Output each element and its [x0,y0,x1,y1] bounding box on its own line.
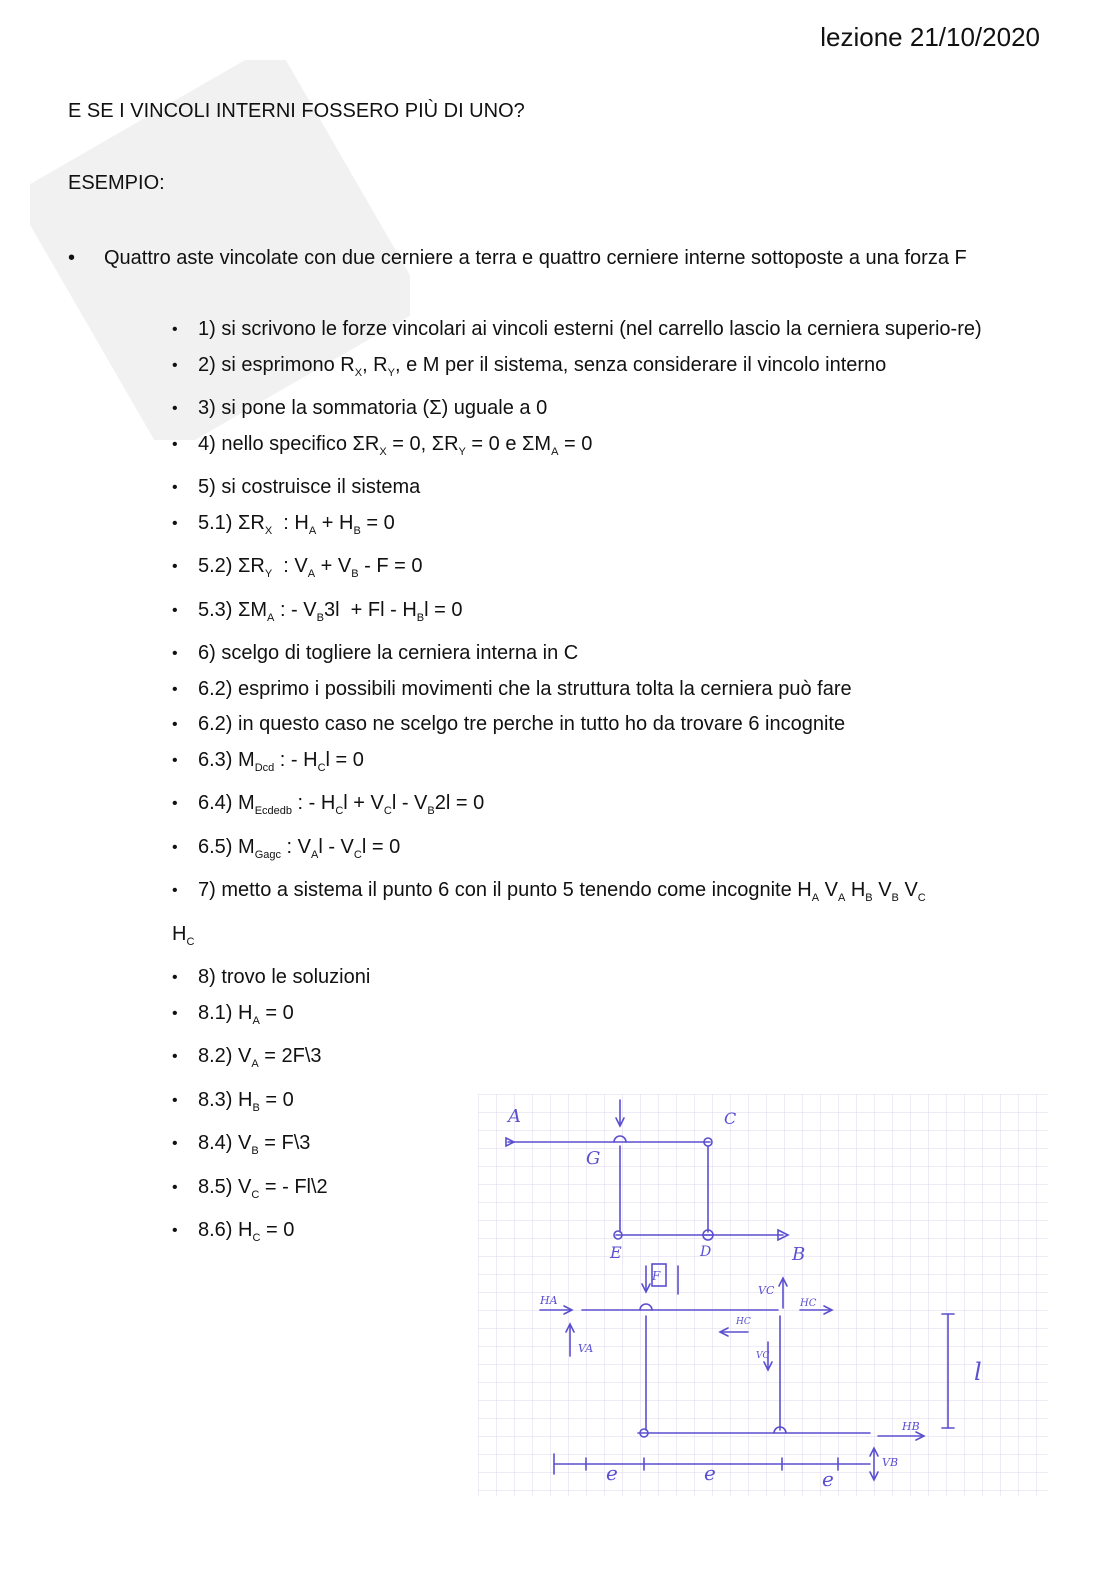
svg-text:C: C [724,1109,737,1128]
svg-text:HC: HC [800,1298,817,1309]
svg-text:e: e [822,1467,834,1491]
step-8-1: • 8.1) $H_A = 0$ [172,996,1052,1040]
svg-text:G: G [586,1148,601,1169]
svg-text:E: E [610,1243,622,1262]
bullet-dot: • [68,247,76,269]
step-5-1: • 5.1) $\Sigma R_X$ : $H_A + H_B = 0$ [172,506,1052,550]
svg-text:VB: VB [882,1456,899,1469]
step-8-4: • 8.4) $V_B$ = F\3 [172,1126,1052,1170]
svg-text:l: l [974,1358,982,1386]
step-3: • 3) si pone la sommatoria (Σ) uguale a 0 [172,391,1052,427]
main-bullet [68,240,1048,276]
svg-text:e: e [606,1461,618,1485]
svg-text:A: A [508,1106,521,1127]
step-6-2b: • 6.2) in questo caso ne scelgo tre perche in tutto ho da trovare 6 incognite [172,707,1052,743]
step-1: • 1) si scrivono le forze vincolari ai vincoli esterni (nel carrello lascio la cerniera superio-re) [172,312,1052,348]
main-bullet-text: Quattro aste vincolate con due cerniere a terra e quattro cerniere interne sottoposte a una forza F [104,247,967,269]
step-7: • 7) metto a sistema il punto 6 con il punto 5 tenendo come incognite $H_A$ $V_A$ $H_B$ $V_B$ $V_C$ [172,873,1052,917]
step-6-4: • 6.4) $M_{Ecdedb}$ : - $H_Cl + V_Cl - V_B2l = 0$ [172,786,1052,830]
step-6: • 6) scelgo di togliere la cerniera interna in C [172,636,1052,672]
step-5-3: • 5.3) $\Sigma M_A$ : - $V_B3l + Fl - H_Bl = 0$ [172,593,1052,637]
step-8-5: • 8.5) $V_C$ = - Fl\2 [172,1170,1052,1214]
svg-text:HB: HB [902,1420,920,1433]
step-8-6: • 8.6) $H_C = 0$ [172,1213,1052,1257]
example-label: ESEMPIO: [68,172,165,194]
lecture-date: lezione 21/10/2020 [820,22,1040,52]
svg-text:HC: HC [736,1317,751,1327]
step-8: • 8) trovo le soluzioni [172,960,1052,996]
step-6-3: • 6.3) $M_{Dcd}$ : - $H_Cl = 0$ [172,743,1052,787]
step-5: • 5) si costruisce il sistema [172,470,1052,506]
svg-text:VA: VA [578,1342,594,1355]
step-2: • 2) si esprimono $R_X$, $R_Y$, e M per il sistema, senza considerare il vincolo interno [172,348,1052,392]
svg-text:D: D [700,1244,712,1260]
step-8-3: • 8.3) $H_B = 0$ [172,1083,1052,1127]
svg-text:e: e [704,1461,716,1485]
step-6-5: • 6.5) $M_{Gagc}$ : $V_Al - V_Cl = 0$ [172,830,1052,874]
step-5-2: • 5.2) $\Sigma R_Y$ : $V_A + V_B - F = 0$ [172,549,1052,593]
question-heading: E SE I VINCOLI INTERNI FOSSERO PIÙ DI UNO? [68,100,525,122]
structure-diagram [478,1094,1048,1496]
svg-text:F: F [652,1269,661,1283]
step-8-2: • 8.2) $V_A$ = 2F\3 [172,1039,1052,1083]
step-4: • 4) nello specifico $\Sigma R_X = 0$, $\Sigma R_Y = 0$ e $\Sigma M_A = 0$ [172,427,1052,471]
svg-text:VC: VC [756,1351,770,1361]
svg-text:HA: HA [540,1294,558,1307]
step-7-cont: $H_C$ [172,922,195,948]
svg-text:B: B [792,1244,806,1265]
svg-text:VC: VC [758,1284,775,1297]
step-6-2a: • 6.2) esprimo i possibili movimenti che la struttura tolta la cerniera può fare [172,672,1052,708]
